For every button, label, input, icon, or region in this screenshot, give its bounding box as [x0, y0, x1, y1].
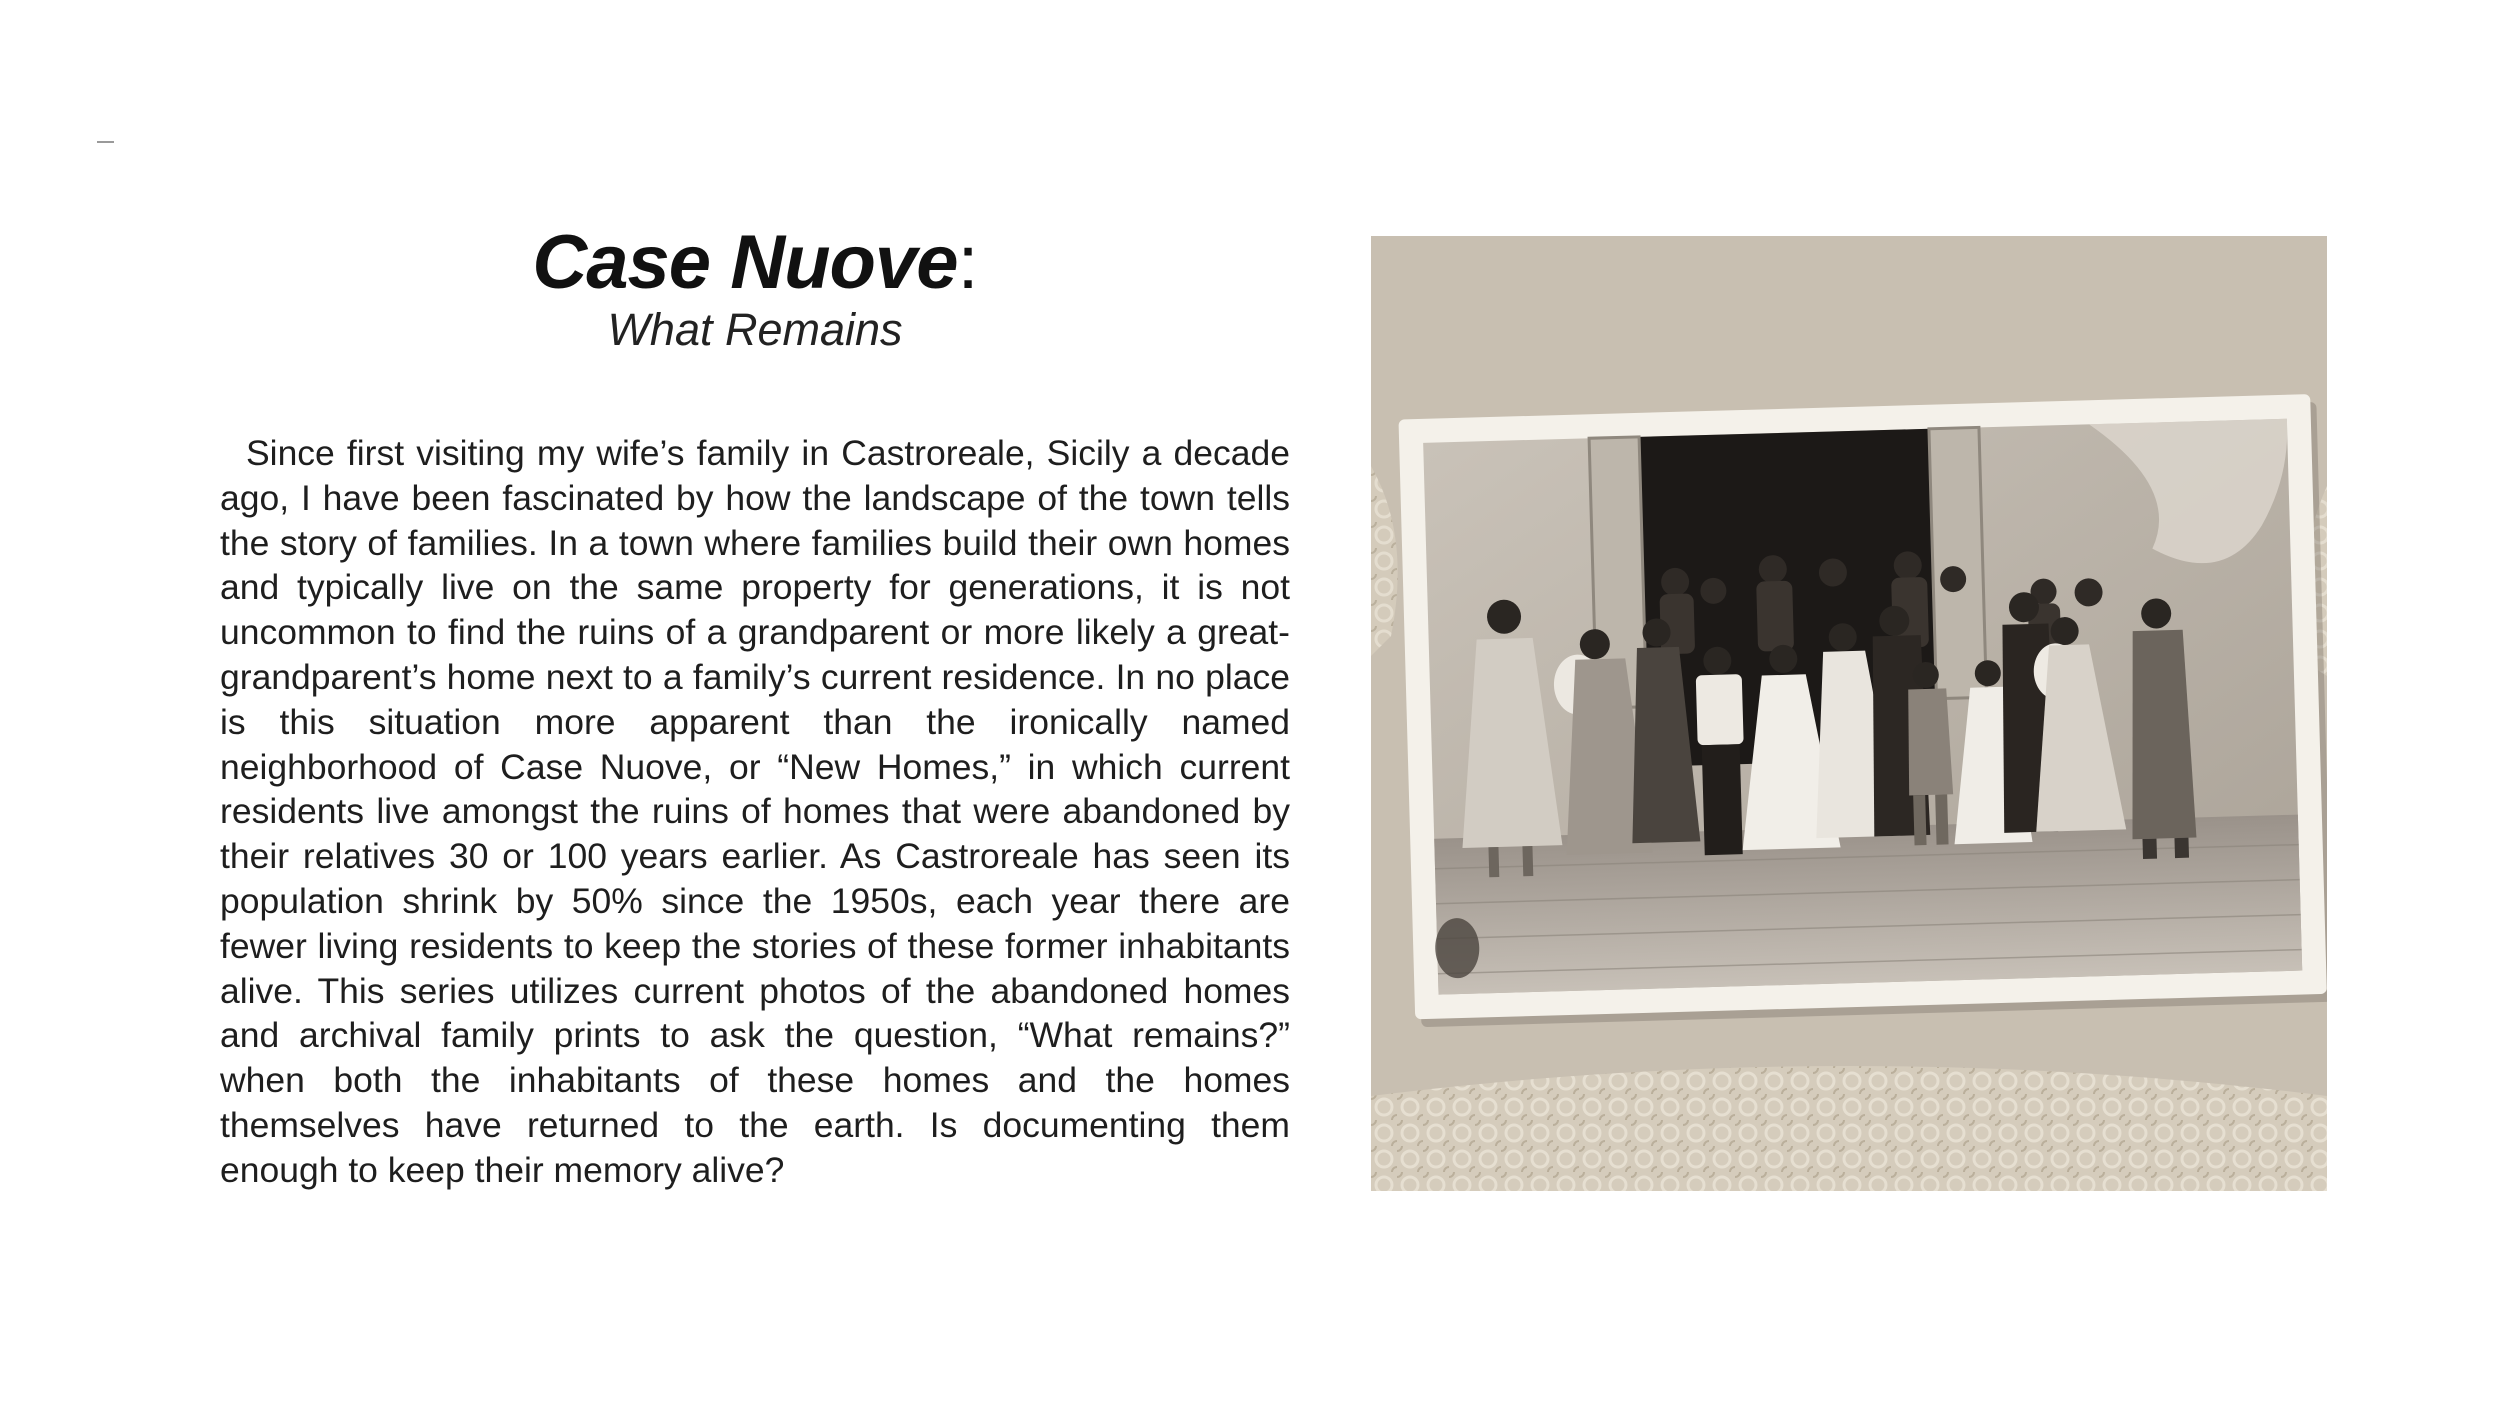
title-text: Case Nuove: [532, 220, 958, 305]
page-title: [220, 222, 1290, 304]
title-colon: :: [957, 220, 978, 305]
corner-mark: [97, 141, 114, 143]
archival-family-photo: [1371, 236, 2327, 1191]
lace-bottom: [1371, 1066, 2327, 1191]
page-subtitle: What Remains: [607, 304, 903, 355]
artist-statement: Since first visiting my wife’s family in Castroreale, Sicily a decade ago, I have been fascinated by how the landscape of the town tells the story of families. In a town where families build their own homes and typically live on the same property for generations, it is not uncommon to find the ruins of a grandparent or more likely a great-grandparent’s home next to a family’s current residence. In no place is this situation more apparent than the ironically named neighborhood of Case Nuove, or “New Homes,” in which current residents live amongst the ruins of homes that were abandoned by their relatives 30 or 100 years earlier. As Castroreale has seen its population shrink by 50% since the 1950s, each year there are fewer living residents to keep the stories of these former inhabitants alive. This series utilizes current photos of the abandoned homes and archival family prints to ask the question, “What remains?” when both the inhabitants of these homes and the homes themselves have returned to the earth. Is documenting them enough to keep their memory alive?: [220, 433, 1290, 1190]
title-block: [220, 222, 1290, 356]
vintage-print: [1398, 394, 2327, 1027]
photo-illustration: [1371, 236, 2327, 1191]
